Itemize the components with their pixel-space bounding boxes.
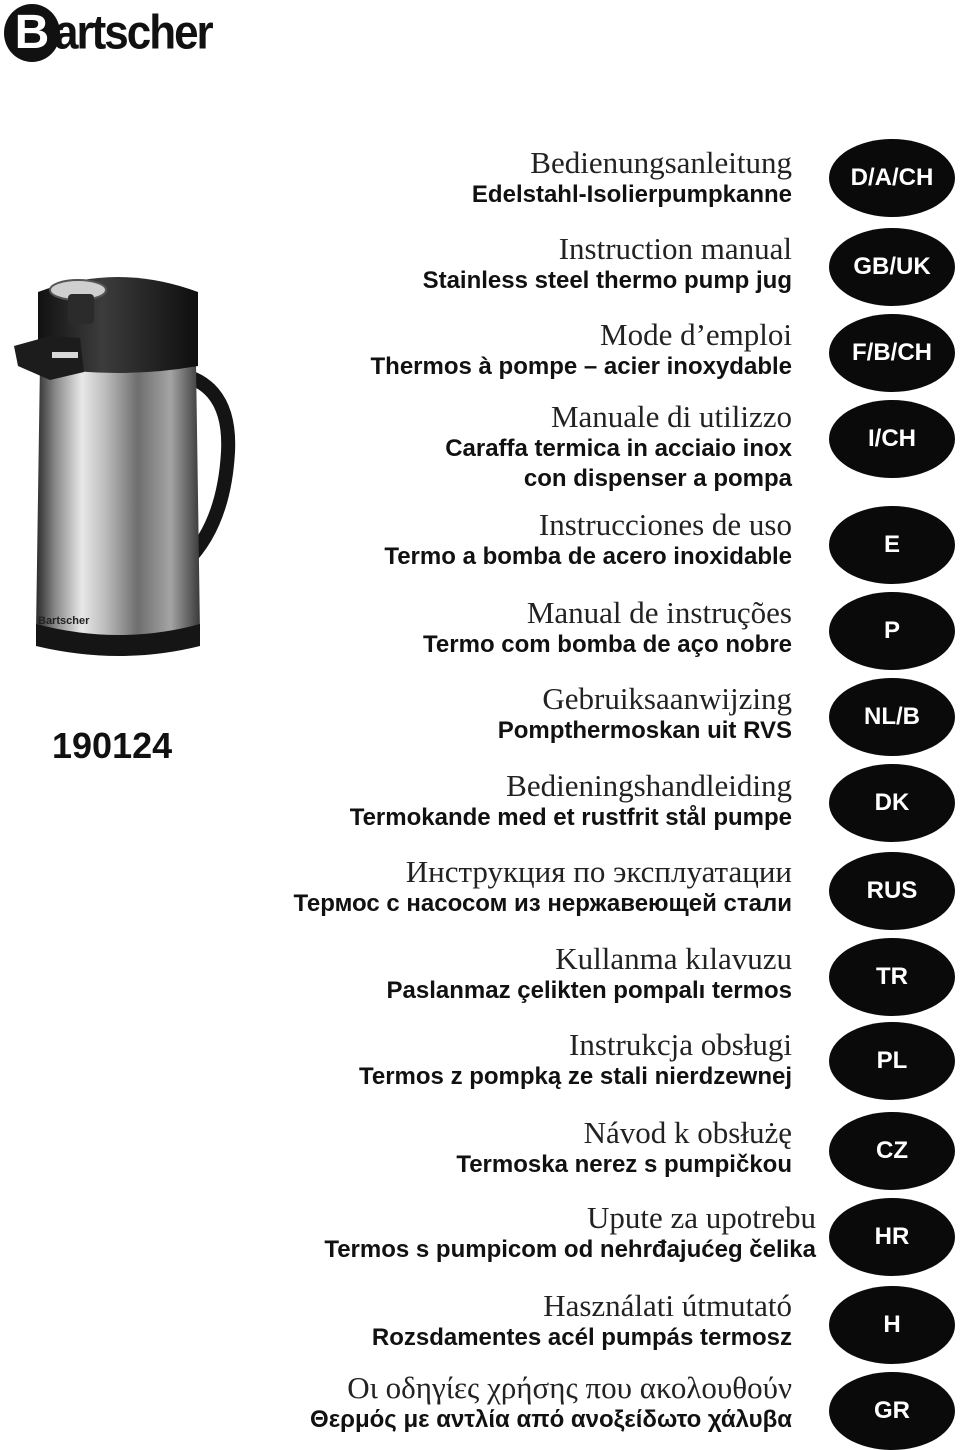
product-description: con dispenser a pompa: [523, 465, 792, 492]
manual-title: Mode d’emploi: [600, 317, 792, 352]
manual-entry: [350, 769, 792, 833]
product-description: Termos z pompką ze stali nierdzewnej: [358, 1063, 792, 1090]
manual-entry: [359, 1028, 792, 1092]
language-code-badge: NL/B: [829, 678, 955, 756]
product-description: Θερμός με αντλία από ανοξείδωτο χάλυβα: [310, 1406, 792, 1433]
manual-entry: [384, 508, 792, 572]
manual-title: Οι οδηγίες χρήσης που ακολουθούν: [347, 1370, 792, 1405]
manual-title: Návod k obsłużę: [583, 1115, 792, 1150]
logo-wordmark: artscher: [54, 5, 212, 60]
language-code-badge: P: [829, 592, 955, 670]
manual-entry: [445, 400, 792, 494]
language-code-badge: TR: [829, 938, 955, 1016]
language-code-badge: E: [829, 506, 955, 584]
language-code-badge: DK: [829, 764, 955, 842]
brand-logo: [4, 0, 212, 66]
manual-entry: [456, 1116, 792, 1180]
manual-title: Instrucciones de uso: [538, 507, 792, 542]
manual-title: Upute za upotrebu: [587, 1200, 816, 1235]
product-description: Thermos à pompe – acier inoxydable: [370, 353, 792, 380]
manual-entry: [372, 1289, 792, 1353]
manual-title: Kullanma kılavuzu: [555, 941, 792, 976]
product-description: Stainless steel thermo pump jug: [422, 267, 792, 294]
language-code-badge: GR: [829, 1372, 955, 1450]
language-code-badge: I/CH: [829, 400, 955, 478]
manual-entry: [472, 146, 792, 210]
manual-title: Manuale di utilizzo: [550, 399, 792, 434]
manual-entry: [423, 596, 792, 660]
product-description: Termoska nerez s pumpičkou: [456, 1151, 792, 1178]
manual-title: Instrukcja obsługi: [569, 1027, 792, 1062]
language-code-badge: HR: [829, 1198, 955, 1276]
model-number: 190124: [52, 725, 173, 766]
product-description: Paslanmaz çelikten pompalı termos: [386, 977, 792, 1004]
product-body-label: Bartscher: [38, 615, 90, 627]
product-description: Termokande med et rustfrit stål pumpe: [349, 804, 792, 831]
manual-entry: [498, 682, 792, 746]
manual-entry: [371, 318, 792, 382]
product-description: Edelstahl-Isolierpumpkanne: [471, 181, 792, 208]
language-code-badge: CZ: [829, 1112, 955, 1190]
product-description: Termos s pumpicom od nehrđajućeg čelika: [324, 1236, 816, 1263]
manual-entry: [324, 1201, 816, 1265]
manual-title: Bedienungsanleitung: [530, 145, 792, 180]
manual-title: Manual de instruções: [526, 595, 792, 630]
manual-title: Használati útmutató: [543, 1288, 792, 1323]
manual-entry: [310, 1371, 792, 1435]
language-code-badge: RUS: [829, 852, 955, 930]
manual-entry: [387, 942, 792, 1006]
product-description: Rozsdamentes acél pumpás termosz: [371, 1324, 792, 1351]
language-code-badge: H: [829, 1286, 955, 1364]
language-code-badge: GB/UK: [829, 228, 955, 306]
language-code-badge: PL: [829, 1022, 955, 1100]
language-code-badge: F/B/CH: [829, 314, 955, 392]
logo-letter: B: [4, 4, 60, 62]
manual-title: Instruction manual: [558, 231, 792, 266]
product-description: Termo com bomba de aço nobre: [423, 631, 792, 658]
manual-title: Gebruiksaanwijzing: [542, 681, 792, 716]
product-description: Caraffa termica in acciaio inox: [445, 435, 792, 462]
manual-entry: [293, 855, 792, 919]
thermo-pump-jug-image: [10, 262, 240, 672]
manual-title: Bedieningshandleiding: [506, 768, 792, 803]
manual-title: Инструкция по эксплуатации: [405, 854, 792, 889]
manual-entry: [423, 232, 792, 296]
product-description: Pompthermoskan uit RVS: [497, 717, 792, 744]
language-code-badge: D/A/CH: [829, 139, 955, 217]
product-description: Термос с насосом из нержавеющей стали: [293, 890, 792, 917]
product-description: Termo a bomba de acero inoxidable: [384, 543, 792, 570]
